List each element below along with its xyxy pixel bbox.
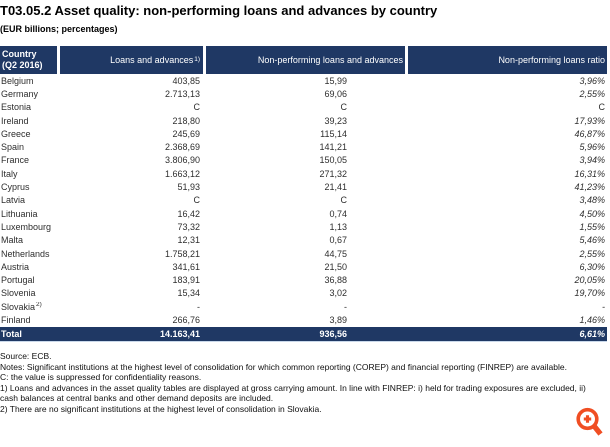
- loans-cell: C: [193, 102, 200, 113]
- npl-cell: 39,23: [324, 115, 347, 126]
- ratio-cell: 20,05%: [574, 275, 605, 286]
- page-subtitle: (EUR billions; percentages): [0, 24, 118, 34]
- loans-cell: 73,32: [177, 221, 200, 232]
- loans-cell: 266,76: [172, 314, 200, 325]
- country-cell: Belgium: [1, 75, 34, 86]
- country-cell: Ireland: [1, 115, 29, 126]
- loans-cell: 1.758,21: [164, 248, 200, 259]
- loans-cell: 1.663,12: [164, 168, 200, 179]
- table-row: [0, 180, 607, 193]
- npl-cell: 3,02: [329, 288, 347, 299]
- ratio-cell: -: [602, 301, 605, 312]
- country-cell: Lithuania: [1, 208, 38, 219]
- country-cell: France: [1, 155, 30, 166]
- country-cell: Netherlands: [1, 248, 50, 259]
- npl-cell: 1,13: [329, 221, 347, 232]
- table-row: [0, 220, 607, 233]
- header-npl-ratio: [408, 46, 607, 74]
- table-row: [0, 74, 607, 87]
- country-cell: Malta: [1, 235, 24, 246]
- loans-cell: 218,80: [172, 115, 200, 126]
- table-row: [0, 87, 607, 100]
- loans-cell: 16,42: [177, 208, 200, 219]
- ratio-cell: 2,55%: [579, 248, 605, 259]
- table-row: [0, 127, 607, 140]
- loans-cell: C: [193, 195, 200, 206]
- table-row: [0, 140, 607, 153]
- note-line: 2) There are no significant institutions at the highest level of consolidation in Slovakia.: [0, 403, 322, 414]
- loans-cell: 15,34: [177, 288, 200, 299]
- total-npl: 936,56: [319, 328, 347, 339]
- ratio-cell: 2,55%: [579, 88, 605, 99]
- loans-cell: 2.368,69: [164, 142, 200, 153]
- loans-cell: 12,31: [177, 235, 200, 246]
- npl-cell: 3,89: [329, 314, 347, 325]
- table-row: [0, 300, 607, 313]
- table-total-row: [0, 327, 607, 341]
- loans-cell: 183,91: [172, 275, 200, 286]
- npl-cell: 0,74: [329, 208, 347, 219]
- ratio-cell: 3,96%: [579, 75, 605, 86]
- table-row: [0, 260, 607, 273]
- note-line: Notes: Significant institutions at the highest level of consolidation for which common reporting (COREP) and financial reporting (FINREP) are available.: [0, 361, 567, 372]
- table-row: [0, 114, 607, 127]
- zoom-in-button[interactable]: [574, 404, 606, 442]
- country-cell: Portugal: [1, 275, 35, 286]
- ratio-cell: 41,23%: [574, 182, 605, 193]
- country-cell: Estonia: [1, 102, 32, 113]
- ratio-cell: 1,46%: [579, 314, 605, 325]
- footnote-marker: 2): [36, 301, 42, 308]
- table-row: [0, 101, 607, 114]
- header-loans-and-advances: Loans and advances 1): [60, 46, 203, 74]
- npl-cell: 69,06: [324, 88, 347, 99]
- loans-cell: 245,69: [172, 128, 200, 139]
- table-header-row: [0, 46, 607, 74]
- ratio-cell: 17,93%: [574, 115, 605, 126]
- ratio-cell: 4,50%: [579, 208, 605, 219]
- npl-cell: 0,67: [329, 235, 347, 246]
- country-cell: Slovenia: [1, 288, 36, 299]
- npl-cell: 141,21: [319, 142, 347, 153]
- ratio-cell: 16,31%: [574, 168, 605, 179]
- npl-cell: 271,32: [319, 168, 347, 179]
- country-cell: Germany: [1, 88, 39, 99]
- ratio-cell: 46,87%: [574, 128, 605, 139]
- total-ratio: 6,61%: [579, 328, 605, 339]
- table-row: [0, 247, 607, 260]
- loans-cell: 403,85: [172, 75, 200, 86]
- country-cell: Greece: [1, 128, 31, 139]
- ratio-cell: 6,30%: [579, 261, 605, 272]
- loans-cell: -: [197, 301, 200, 312]
- table-row: [0, 234, 607, 247]
- npl-cell: -: [344, 301, 347, 312]
- country-cell: Luxembourg: [1, 221, 52, 232]
- total-loans: 14.163,41: [159, 328, 200, 339]
- header-npl: [206, 46, 405, 74]
- header-loans-label: Loans and advances: [110, 55, 194, 65]
- header-country: [0, 46, 57, 74]
- npl-cell: 36,88: [324, 275, 347, 286]
- table-row: [0, 194, 607, 207]
- npl-cell: C: [340, 195, 347, 206]
- npl-cell: 21,50: [324, 261, 347, 272]
- table-row: [0, 313, 607, 326]
- ratio-cell: 5,96%: [579, 142, 605, 153]
- loans-cell: 2.713,13: [164, 88, 200, 99]
- asset-quality-table: [0, 46, 607, 342]
- country-cell: Italy: [1, 168, 18, 179]
- page-title: T03.05.2 Asset quality: non-performing loans and advances by country: [0, 3, 438, 18]
- ratio-cell: 5,46%: [579, 235, 605, 246]
- npl-cell: 21,41: [324, 182, 347, 193]
- note-line: C: the value is suppressed for confidentiality reasons.: [0, 372, 202, 383]
- total-label: Total: [1, 328, 22, 339]
- footnotes: [0, 351, 605, 415]
- ratio-cell: C: [598, 102, 605, 113]
- table-row: [0, 167, 607, 180]
- header-country-line2: (Q2 2016): [2, 60, 43, 70]
- table-row: [0, 287, 607, 300]
- table-row: [0, 154, 607, 167]
- ratio-cell: 1,55%: [579, 221, 605, 232]
- zoom-in-magnifier-icon: [574, 430, 606, 445]
- header-country-line1: Country: [2, 49, 37, 59]
- note-line: 1) Loans and advances in the asset quality tables are displayed at gross carrying amount. In line with FINREP: i) held for trading exposures are excluded, ii) cash balances at central banks and other demand deposits are included.: [0, 382, 586, 404]
- npl-cell: 115,14: [320, 128, 347, 139]
- country-cell: Latvia: [1, 195, 26, 206]
- loans-cell: 51,93: [177, 182, 200, 193]
- country-cell: Spain: [1, 142, 25, 153]
- country-cell: Cyprus: [1, 182, 30, 193]
- note-line: Source: ECB.: [0, 351, 52, 361]
- table-row: [0, 273, 607, 286]
- country-cell: Finland: [1, 314, 31, 325]
- npl-cell: C: [340, 102, 347, 113]
- npl-cell: 44,75: [324, 248, 347, 259]
- ratio-cell: 3,48%: [579, 195, 605, 206]
- table-body: [0, 74, 607, 327]
- loans-cell: 3.806,90: [164, 155, 200, 166]
- ratio-cell: 3,94%: [579, 155, 605, 166]
- loans-cell: 341,61: [172, 261, 200, 272]
- npl-cell: 150,05: [319, 155, 347, 166]
- ratio-cell: 19,70%: [574, 288, 605, 299]
- country-cell: Austria: [1, 261, 30, 272]
- country-cell: Slovakia$^{2)}$: [1, 301, 42, 312]
- header-npl-ratio-label: Non-performing loans ratio: [498, 55, 605, 65]
- header-npl-label: Non-performing loans and advances: [257, 55, 403, 65]
- npl-cell: 15,99: [324, 75, 347, 86]
- table-row: [0, 207, 607, 220]
